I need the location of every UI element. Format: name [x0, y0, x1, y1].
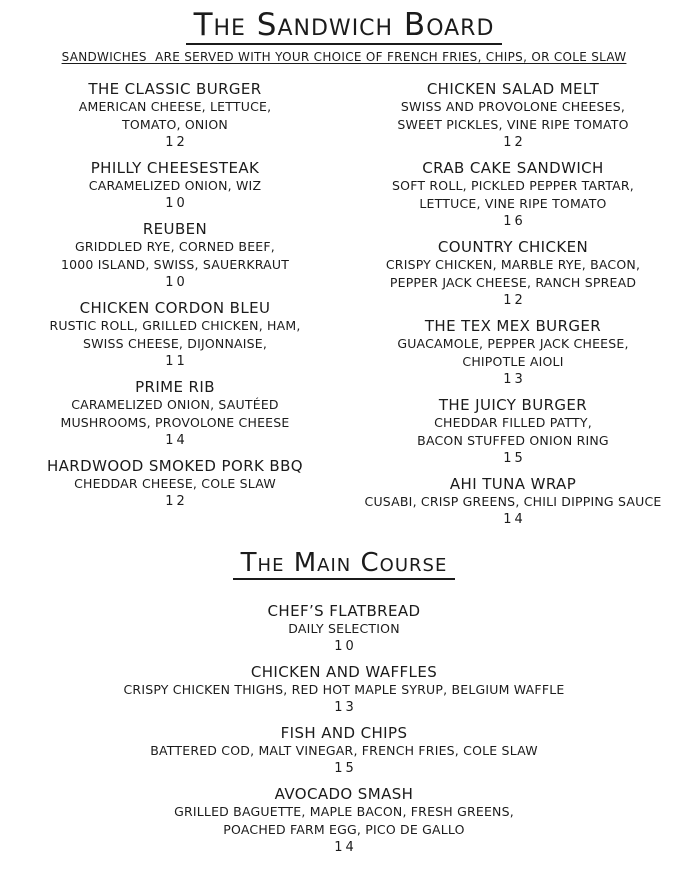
- item-description-line: LETTUCE, VINE RIPE TOMATO: [419, 195, 607, 211]
- item-price: 12: [503, 134, 526, 150]
- sandwich-board-section: [6, 80, 682, 536]
- item-description-line: AMERICAN CHEESE, LETTUCE,: [78, 98, 272, 114]
- item-name: AHI TUNA WRAP: [449, 474, 577, 493]
- menu-item: [6, 220, 344, 292]
- item-name: THE CLASSIC BURGER: [88, 79, 262, 98]
- menu-item: [6, 663, 682, 717]
- sandwich-board-right-column: [344, 80, 682, 536]
- item-description-line: PEPPER JACK CHEESE, RANCH SPREAD: [389, 274, 637, 290]
- menu-header: [6, 8, 682, 45]
- item-description-line: DAILY SELECTION: [288, 620, 400, 636]
- item-description-line: CUSABI, CRISP GREENS, CHILI DIPPING SAUCE: [364, 493, 662, 509]
- item-price: 13: [503, 371, 526, 387]
- item-description-line: RUSTIC ROLL, GRILLED CHICKEN, HAM,: [49, 317, 301, 333]
- item-price: 10: [334, 638, 357, 654]
- item-description-line: SWEET PICKLES, VINE RIPE TOMATO: [397, 116, 629, 132]
- item-price: 14: [165, 432, 188, 448]
- sandwich-board-left-column: [6, 80, 344, 536]
- item-name: REUBEN: [142, 219, 208, 238]
- item-description-line: CHEDDAR FILLED PATTY,: [434, 414, 592, 430]
- menu-item: [6, 785, 682, 857]
- item-name: COUNTRY CHICKEN: [437, 237, 589, 256]
- item-description-line: CRISPY CHICKEN, MARBLE RYE, BACON,: [385, 256, 641, 272]
- menu-item: [6, 378, 344, 450]
- menu-item: [6, 299, 344, 371]
- item-name: PHILLY CHEESESTEAK: [90, 158, 260, 177]
- item-description-line: SWISS AND PROVOLONE CHEESES,: [400, 98, 626, 114]
- item-description-line: SOFT ROLL, PICKLED PEPPER TARTAR,: [392, 177, 634, 193]
- menu-item: [344, 80, 682, 152]
- item-price: 12: [165, 493, 188, 509]
- item-description-line: MUSHROOMS, PROVOLONE CHEESE: [60, 414, 290, 430]
- item-description-line: 1000 ISLAND, SWISS, SAUERKRAUT: [60, 256, 290, 272]
- item-description-line: GUACAMOLE, PEPPER JACK CHEESE,: [397, 335, 629, 351]
- item-price: 15: [334, 760, 357, 776]
- item-description-line: GRIDDLED RYE, CORNED BEEF,: [75, 238, 275, 254]
- item-price: 10: [165, 195, 188, 211]
- item-price: 14: [503, 511, 526, 527]
- main-course-title: The Main Course: [233, 550, 456, 580]
- item-price: 10: [165, 274, 188, 290]
- menu-item: [344, 317, 682, 389]
- item-price: 15: [503, 450, 526, 466]
- menu-item: [6, 724, 682, 778]
- page-subtitle: SANDWICHES ARE SERVED WITH YOUR CHOICE OF FRENCH FRIES, CHIPS, OR COLE SLAW: [61, 49, 627, 64]
- item-description-line: POACHED FARM EGG, PICO DE GALLO: [223, 821, 465, 837]
- menu-item: [6, 602, 682, 656]
- main-course-header: [6, 547, 682, 580]
- item-description-line: TOMATO, ONION: [122, 116, 228, 132]
- item-description-line: CARAMELIZED ONION, WIZ: [88, 177, 262, 193]
- item-description-line: CHIPOTLE AIOLI: [462, 353, 564, 369]
- item-description-line: BATTERED COD, MALT VINEGAR, FRENCH FRIES, COLE SLAW: [150, 742, 538, 758]
- item-name: CHICKEN SALAD MELT: [426, 79, 600, 98]
- item-name: CRAB CAKE SANDWICH: [422, 158, 604, 177]
- item-price: 12: [503, 292, 526, 308]
- main-course-section: [6, 602, 682, 857]
- menu-item: [344, 238, 682, 310]
- menu-item: [344, 396, 682, 468]
- menu-item: [6, 159, 344, 213]
- menu-item: [6, 457, 344, 511]
- menu-item: [344, 159, 682, 231]
- menu-item: [6, 80, 344, 152]
- item-price: 14: [334, 839, 357, 855]
- item-name: CHICKEN AND WAFFLES: [250, 662, 438, 681]
- page-title: The Sandwich Board: [186, 9, 503, 45]
- item-price: 16: [503, 213, 526, 229]
- item-name: THE JUICY BURGER: [438, 395, 588, 414]
- item-name: CHICKEN CORDON BLEU: [79, 298, 271, 317]
- item-description-line: SWISS CHEESE, DIJONNAISE,: [82, 335, 268, 351]
- item-name: CHEF’S FLATBREAD: [267, 601, 421, 620]
- item-description-line: BACON STUFFED ONION RING: [417, 432, 609, 448]
- item-name: PRIME RIB: [135, 377, 215, 396]
- item-price: 11: [165, 353, 188, 369]
- item-name: AVOCADO SMASH: [274, 784, 414, 803]
- item-description-line: CRISPY CHICKEN THIGHS, RED HOT MAPLE SYRUP, BELGIUM WAFFLE: [123, 681, 565, 697]
- item-name: FISH AND CHIPS: [280, 723, 408, 742]
- item-description-line: GRILLED BAGUETTE, MAPLE BACON, FRESH GREENS,: [174, 803, 514, 819]
- item-name: HARDWOOD SMOKED PORK BBQ: [46, 456, 304, 475]
- item-price: 12: [165, 134, 188, 150]
- item-price: 13: [334, 699, 357, 715]
- item-description-line: CARAMELIZED ONION, SAUTÉED: [71, 396, 279, 412]
- item-description-line: CHEDDAR CHEESE, COLE SLAW: [74, 475, 276, 491]
- item-name: THE TEX MEX BURGER: [424, 316, 602, 335]
- menu-item: [344, 475, 682, 529]
